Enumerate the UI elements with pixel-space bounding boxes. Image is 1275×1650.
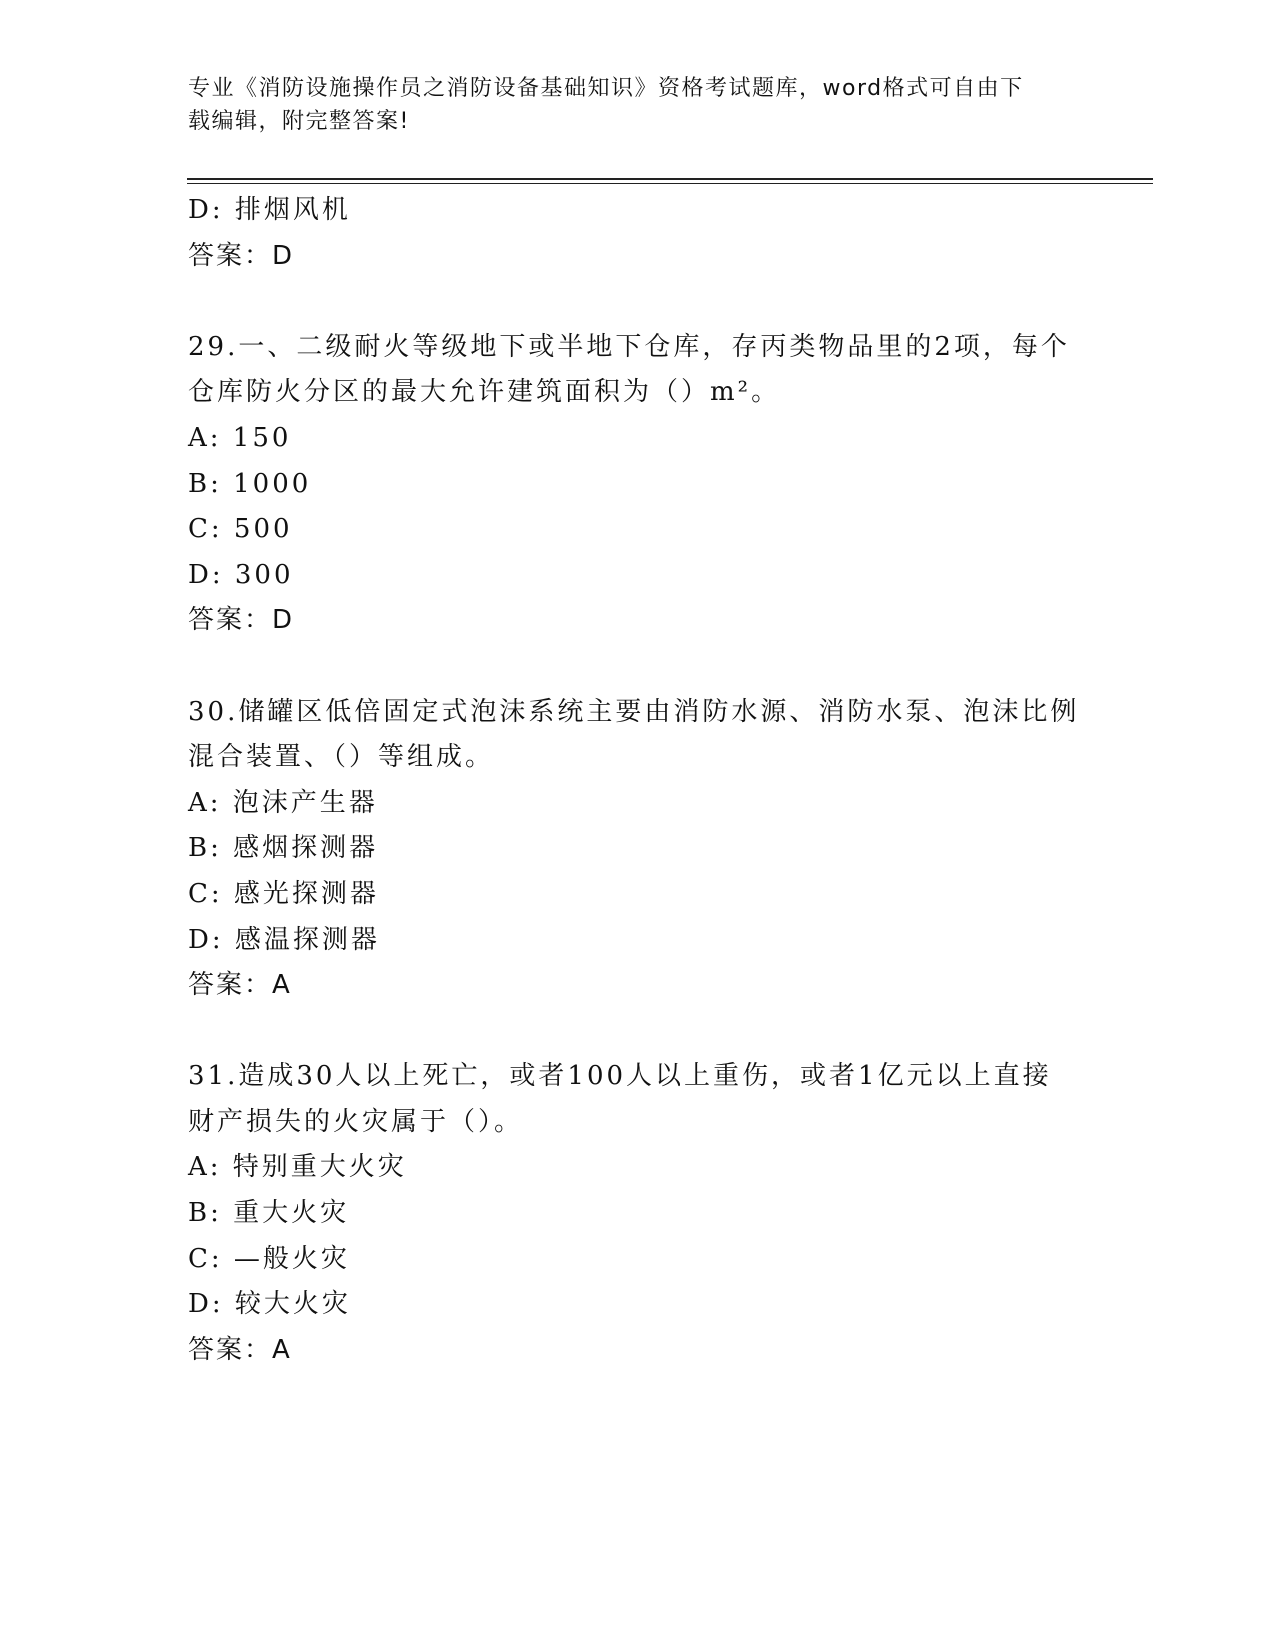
header-line-1: 专业《消防设施操作员之消防设备基础知识》资格考试题库，word格式可自由下 [188, 76, 1024, 101]
answer-line: 答案：D [188, 240, 295, 271]
option-d: D: 感温探测器 [188, 924, 380, 955]
spacer [188, 1009, 1088, 1055]
question-stem-line-1: 31.造成30人以上死亡，或者100人以上重伤，或者1亿元以上直接 [188, 1061, 1052, 1092]
carryover-block [188, 188, 1088, 279]
question-31 [188, 1054, 1088, 1373]
option-b: B: 感烟探测器 [188, 833, 379, 864]
option-d: D: 较大火灾 [188, 1289, 351, 1320]
spacer [188, 644, 1088, 690]
answer-line: 答案：D [188, 605, 295, 636]
question-29 [188, 325, 1088, 644]
header-divider-thin [187, 183, 1153, 184]
question-stem-line-1: 29.一、二级耐火等级地下或半地下仓库，存丙类物品里的2项，每个 [188, 331, 1070, 362]
option-a: A: 泡沫产生器 [188, 787, 378, 818]
question-stem-line-2: 仓库防火分区的最大允许建筑面积为（）m²。 [188, 377, 781, 408]
option-d: D: 排烟风机 [188, 195, 351, 225]
option-a: A: 150 [188, 422, 292, 453]
question-stem-line-2: 混合装置、（）等组成。 [188, 742, 495, 773]
option-b: B: 1000 [188, 468, 312, 499]
question-30 [188, 690, 1088, 1009]
question-stem-line-1: 30.储罐区低倍固定式泡沫系统主要由消防水源、消防水泵、泡沫比例 [188, 696, 1080, 727]
header-divider-thick [187, 178, 1153, 180]
question-stem-line-2: 财产损失的火灾属于（）。 [188, 1106, 524, 1137]
option-a: A: 特别重大火灾 [188, 1152, 407, 1183]
option-c: C: 感光探测器 [188, 878, 379, 909]
option-c: C: 500 [188, 514, 293, 545]
option-d: D: 300 [188, 559, 294, 590]
option-c: C: —般火灾 [188, 1243, 350, 1274]
option-b: B: 重大火灾 [188, 1198, 350, 1229]
document-header [188, 72, 1088, 138]
answer-line: 答案：A [188, 970, 292, 1001]
header-line-2: 载编辑，附完整答案! [188, 109, 410, 134]
answer-line: 答案：A [188, 1334, 292, 1365]
question-list [188, 188, 1088, 1373]
spacer [188, 279, 1088, 325]
